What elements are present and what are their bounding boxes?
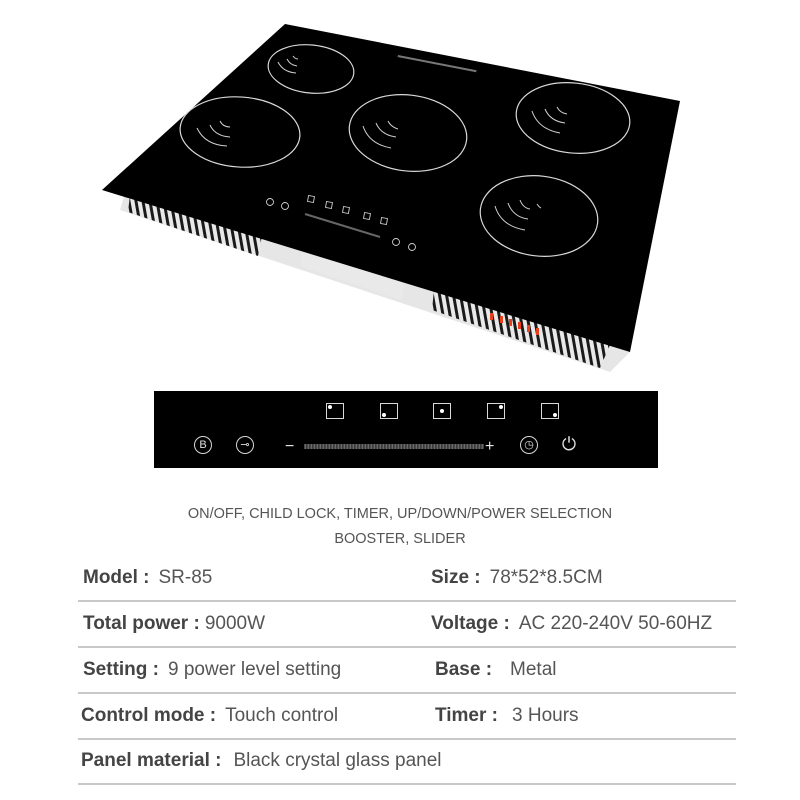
spec-value-base: Metal <box>510 659 557 680</box>
key-lock-icon: ⊸ <box>240 439 250 451</box>
spec-value-timer: 3 Hours <box>512 705 579 726</box>
spec-label-total-power: Total power : <box>83 613 200 634</box>
glass-top <box>102 24 680 352</box>
zone-indicator-icon <box>328 405 332 409</box>
spec-value-setting: 9 power level setting <box>168 659 342 680</box>
child-lock-button[interactable] <box>236 436 254 454</box>
spec-label-base: Base : <box>435 659 493 680</box>
zone-indicator-icon <box>440 409 444 413</box>
spec-value-model: SR-85 <box>158 567 213 588</box>
booster-button[interactable] <box>194 436 212 454</box>
power-icon: ⏻ <box>561 434 577 454</box>
power-button[interactable] <box>560 436 578 454</box>
control-features-caption <box>0 502 800 552</box>
spec-value-size: 78*52*8.5CM <box>489 567 603 588</box>
spec-value-total-power: 9000W <box>204 613 266 634</box>
spec-row-setting-base <box>78 648 736 694</box>
zone-select-button-1[interactable] <box>326 403 344 419</box>
zone-indicator-icon <box>499 405 503 409</box>
spec-value-control-mode: Touch control <box>225 705 339 726</box>
zone-select-button-4[interactable] <box>487 403 505 419</box>
zone-select-button-3[interactable] <box>433 403 451 419</box>
cooktop-product-image <box>0 0 800 380</box>
spec-label-voltage: Voltage : <box>431 613 510 634</box>
plus-icon[interactable]: + <box>485 438 495 455</box>
spec-label-size: Size : <box>431 567 481 588</box>
spec-row-control-timer <box>78 694 736 740</box>
spec-value-voltage: AC 220-240V 50-60HZ <box>518 613 713 634</box>
spec-label-model: Model : <box>83 567 150 588</box>
minus-icon[interactable]: − <box>285 438 295 455</box>
caption-line-1: ON/OFF, CHILD LOCK, TIMER, UP/DOWN/POWER SELECTION <box>187 506 613 522</box>
power-slider[interactable] <box>304 444 484 449</box>
spec-label-control-mode: Control mode : <box>81 705 217 726</box>
booster-icon: B <box>199 439 207 451</box>
spec-label-timer: Timer : <box>435 705 499 726</box>
timer-button[interactable] <box>520 436 538 454</box>
zone-select-button-5[interactable] <box>541 403 559 419</box>
spec-value-panel-material: Black crystal glass panel <box>233 750 442 771</box>
spec-label-panel-material: Panel material : <box>81 750 222 771</box>
spec-row-panel-material <box>78 739 736 785</box>
caption-line-2: BOOSTER, SLIDER <box>334 531 466 547</box>
spec-row-power-voltage <box>78 602 736 648</box>
spec-label-setting: Setting : <box>83 659 159 680</box>
control-panel-closeup <box>154 391 658 468</box>
zone-select-button-2[interactable] <box>380 403 398 419</box>
zone-indicator-icon <box>382 413 386 417</box>
clock-icon: ◷ <box>524 439 534 451</box>
zone-indicator-icon <box>553 413 557 417</box>
spec-row-model-size <box>78 556 736 602</box>
